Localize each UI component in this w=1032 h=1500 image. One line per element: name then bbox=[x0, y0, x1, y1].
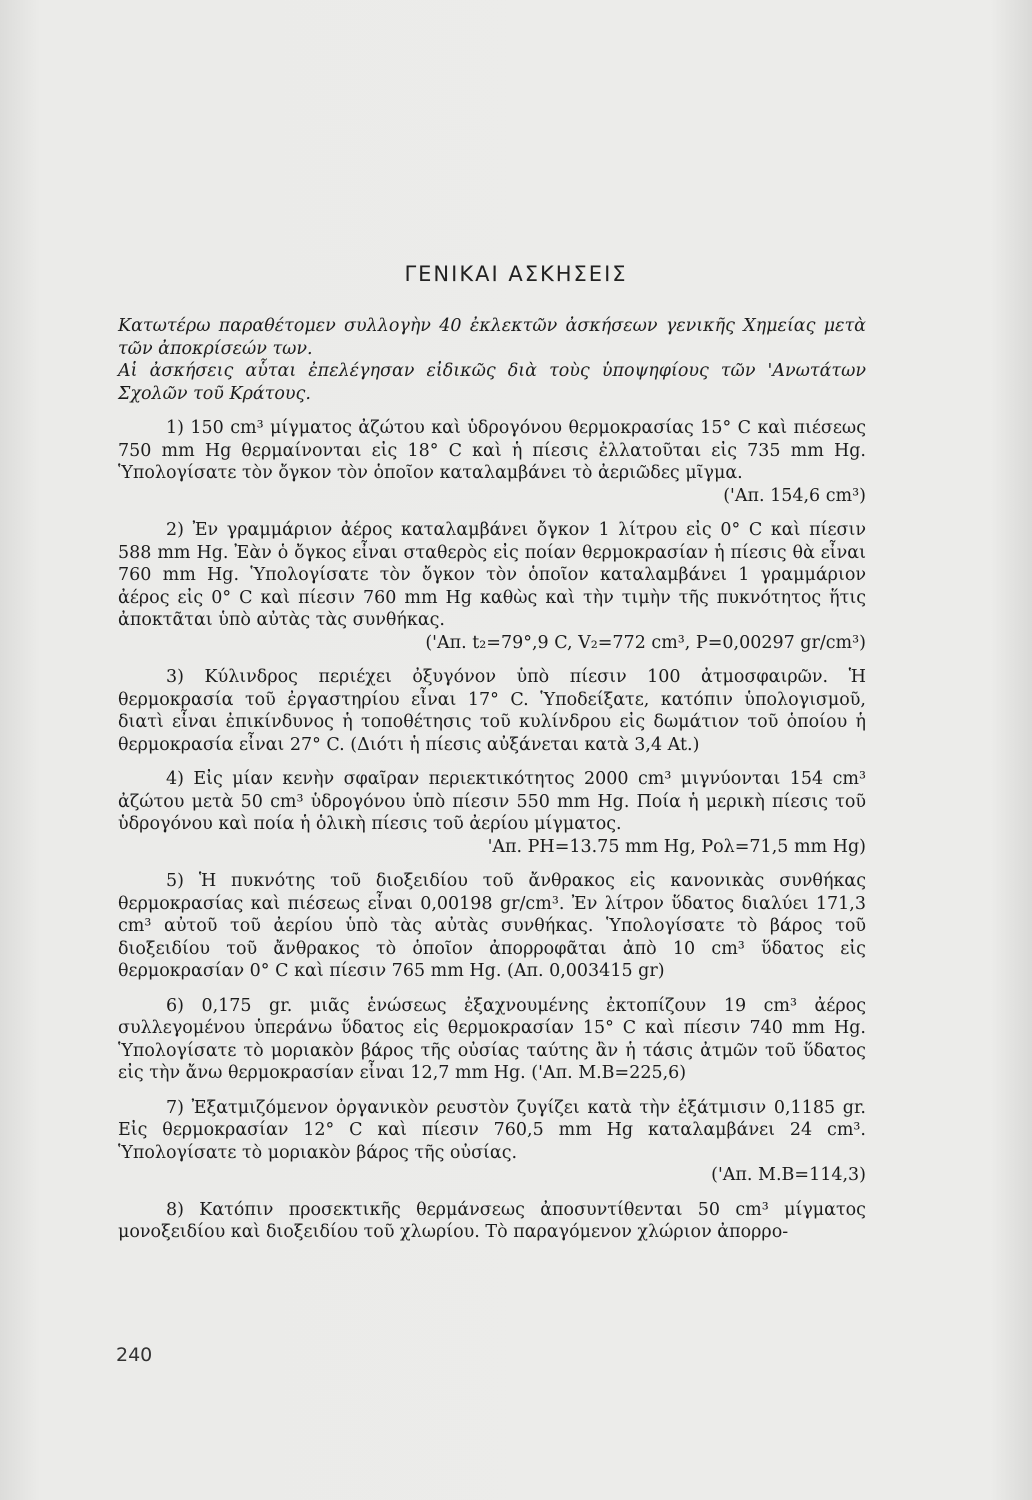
exercise-7 bbox=[118, 1097, 866, 1187]
exercise-text: 6) 0,175 gr. μιᾶς ἑνώσεως ἐξαχνουμένης ἐκτοπίζουν 19 cm³ ἀέρος συλλεγομένου ὑπεράνω ὕδατος εἰς θερμοκρασίαν 15° C καὶ πίεσιν 740 mm Hg. Ὑπολογίσατε τὸ μοριακὸν βάρος τῆς οὐσίας ταύτης ἂν ἡ τάσις ἀτμῶν τοῦ ὕδατος εἰς τὴν ἄνω θερμοκρασίαν εἶναι 12,7 mm Hg. ('Απ. Μ.Β=225,6) bbox=[118, 995, 866, 1083]
exercise-answer: 'Απ. PH=13.75 mm Hg, Pολ=71,5 mm Hg) bbox=[487, 836, 866, 857]
exercise-1 bbox=[118, 417, 866, 507]
exercise-2 bbox=[118, 519, 866, 654]
exercise-answer: ('Απ. 154,6 cm³) bbox=[723, 485, 866, 506]
exercise-answer: ('Απ. Μ.Β=114,3) bbox=[711, 1165, 866, 1185]
exercise-text: 5) Ἡ πυκνότης τοῦ διοξειδίου τοῦ ἄνθρακος εἰς κανονικὰς συνθήκας θερμοκρασίας καὶ πιέσεως εἶναι 0,00198 gr/cm³. Ἐν λίτρον ὕδατος διαλύει 171,3 cm³ αὐτοῦ τοῦ ἀερίου ὑπὸ τὰς αὐτὰς συνθήκας. Ὑπολογίσατε τὸ βάρος τοῦ διοξειδίου τοῦ ἄνθρακος τὸ ὁποῖον ἀπορροφᾶται ἀπὸ 10 cm³ ὕδατος εἰς θερμοκρασίαν 0° C καὶ πίεσιν 765 mm Hg. (Απ. 0,003415 gr) bbox=[118, 871, 866, 981]
intro-paragraph: Αἱ ἀσκήσεις αὗται ἐπελέγησαν εἰδικῶς διὰ τοὺς ὑποψηφίους τῶν 'Ανωτάτων Σχολῶν τοῦ Κράτους. bbox=[118, 361, 866, 404]
exercise-text: 1) 150 cm³ μίγματος ἀζώτου καὶ ὑδρογόνου θερμοκρασίας 15° C καὶ πιέσεως 750 mm Hg θερμαίνονται εἰς 18° C καὶ ἡ πίεσις ἐλλατοῦται εἰς 735 mm Hg. Ὑπολογίσατε τὸν ὄγκον τὸν ὁποῖον καταλαμβάνει τὸ ἀεριῶδες μῖγμα. bbox=[118, 418, 866, 483]
exercise-5 bbox=[118, 870, 866, 983]
page-body bbox=[118, 315, 866, 1256]
exercise-answer: ('Απ. t₂=79°,9 C, V₂=772 cm³, P=0,00297 gr/cm³) bbox=[425, 632, 866, 653]
exercise-8 bbox=[118, 1199, 866, 1244]
intro-block bbox=[118, 315, 866, 405]
exercise-text: 4) Εἰς μίαν κενὴν σφαῖραν περιεκτικότητος 2000 cm³ μιγνύονται 154 cm³ ἀζώτου μετὰ 50 cm³ ὑδρογόνου ὑπὸ πίεσιν 550 mm Hg. Ποία ἡ μερικὴ πίεσις τοῦ ὑδρογόνου καὶ ποία ἡ ὁλικὴ πίεσις τοῦ ἀερίου μίγματος. bbox=[118, 769, 866, 834]
exercise-4 bbox=[118, 768, 866, 858]
page-title: ΓΕΝΙΚΑΙ ΑΣΚΗΣΕΙΣ bbox=[404, 262, 628, 286]
exercise-text: 7) Ἐξατμιζόμενον ὀργανικὸν ρευστὸν ζυγίζει κατὰ τὴν ἐξάτμισιν 0,1185 gr. Εἰς θερμοκρασίαν 12° C καὶ πίεσιν 760,5 mm Hg καταλαμβάνει 24 cm³. Ὑπολογίσατε τὸ μοριακὸν βάρος τῆς οὐσίας. bbox=[118, 1097, 866, 1163]
exercise-text: 8) Κατόπιν προσεκτικῆς θερμάνσεως ἀποσυντίθενται 50 cm³ μίγματος μονοξειδίου καὶ διοξειδίου τοῦ χλωρίου. Τὸ παραγόμενον χλώριον ἀπορρο- bbox=[118, 1199, 866, 1242]
exercise-text: 3) Κύλινδρος περιέχει ὀξυγόνον ὑπὸ πίεσιν 100 ἀτμοσφαιρῶν. Ἡ θερμοκρασία τοῦ ἐργαστηρίου εἶναι 17° C. Ὑποδείξατε, κατόπιν ὑπολογισμοῦ, διατὶ εἶναι ἐπικίνδυνος ἡ τοποθέτησις τοῦ κυλίνδρου εἰς δωμάτιον τοῦ ὁποίου ἡ θερμοκρασία εἶναι 27° C. (Διότι ἡ πίεσις αὐξάνεται κατὰ 3,4 At.) bbox=[118, 667, 866, 755]
exercise-text: 2) Ἐν γραμμάριον ἀέρος καταλαμβάνει ὄγκον 1 λίτρου εἰς 0° C καὶ πίεσιν 588 mm Hg. Ἐὰν ὁ ὄγκος εἶναι σταθερὸς εἰς ποίαν θερμοκρασίαν ἡ πίεσις θὰ εἶναι 760 mm Hg. Ὑπολογίσατε τὸν ὄγκον τὸν ὁποῖον καταλαμβάνει 1 γραμμάριον ἀέρος εἰς 0° C καὶ πίεσιν 760 mm Hg καθὼς καὶ τὴν τιμὴν τῆς πυκνότητος ἥτις ἀποκτᾶται ὑπὸ αὐτὰς τὰς συνθήκας. bbox=[118, 520, 866, 630]
exercise-3 bbox=[118, 666, 866, 756]
intro-paragraph: Κατωτέρω παραθέτομεν συλλογὴν 40 ἐκλεκτῶν ἀσκήσεων γενικῆς Χημείας μετὰ τῶν ἀποκρίσεών των. bbox=[118, 316, 866, 359]
exercise-6 bbox=[118, 995, 866, 1085]
page-number: 240 bbox=[116, 1344, 153, 1366]
